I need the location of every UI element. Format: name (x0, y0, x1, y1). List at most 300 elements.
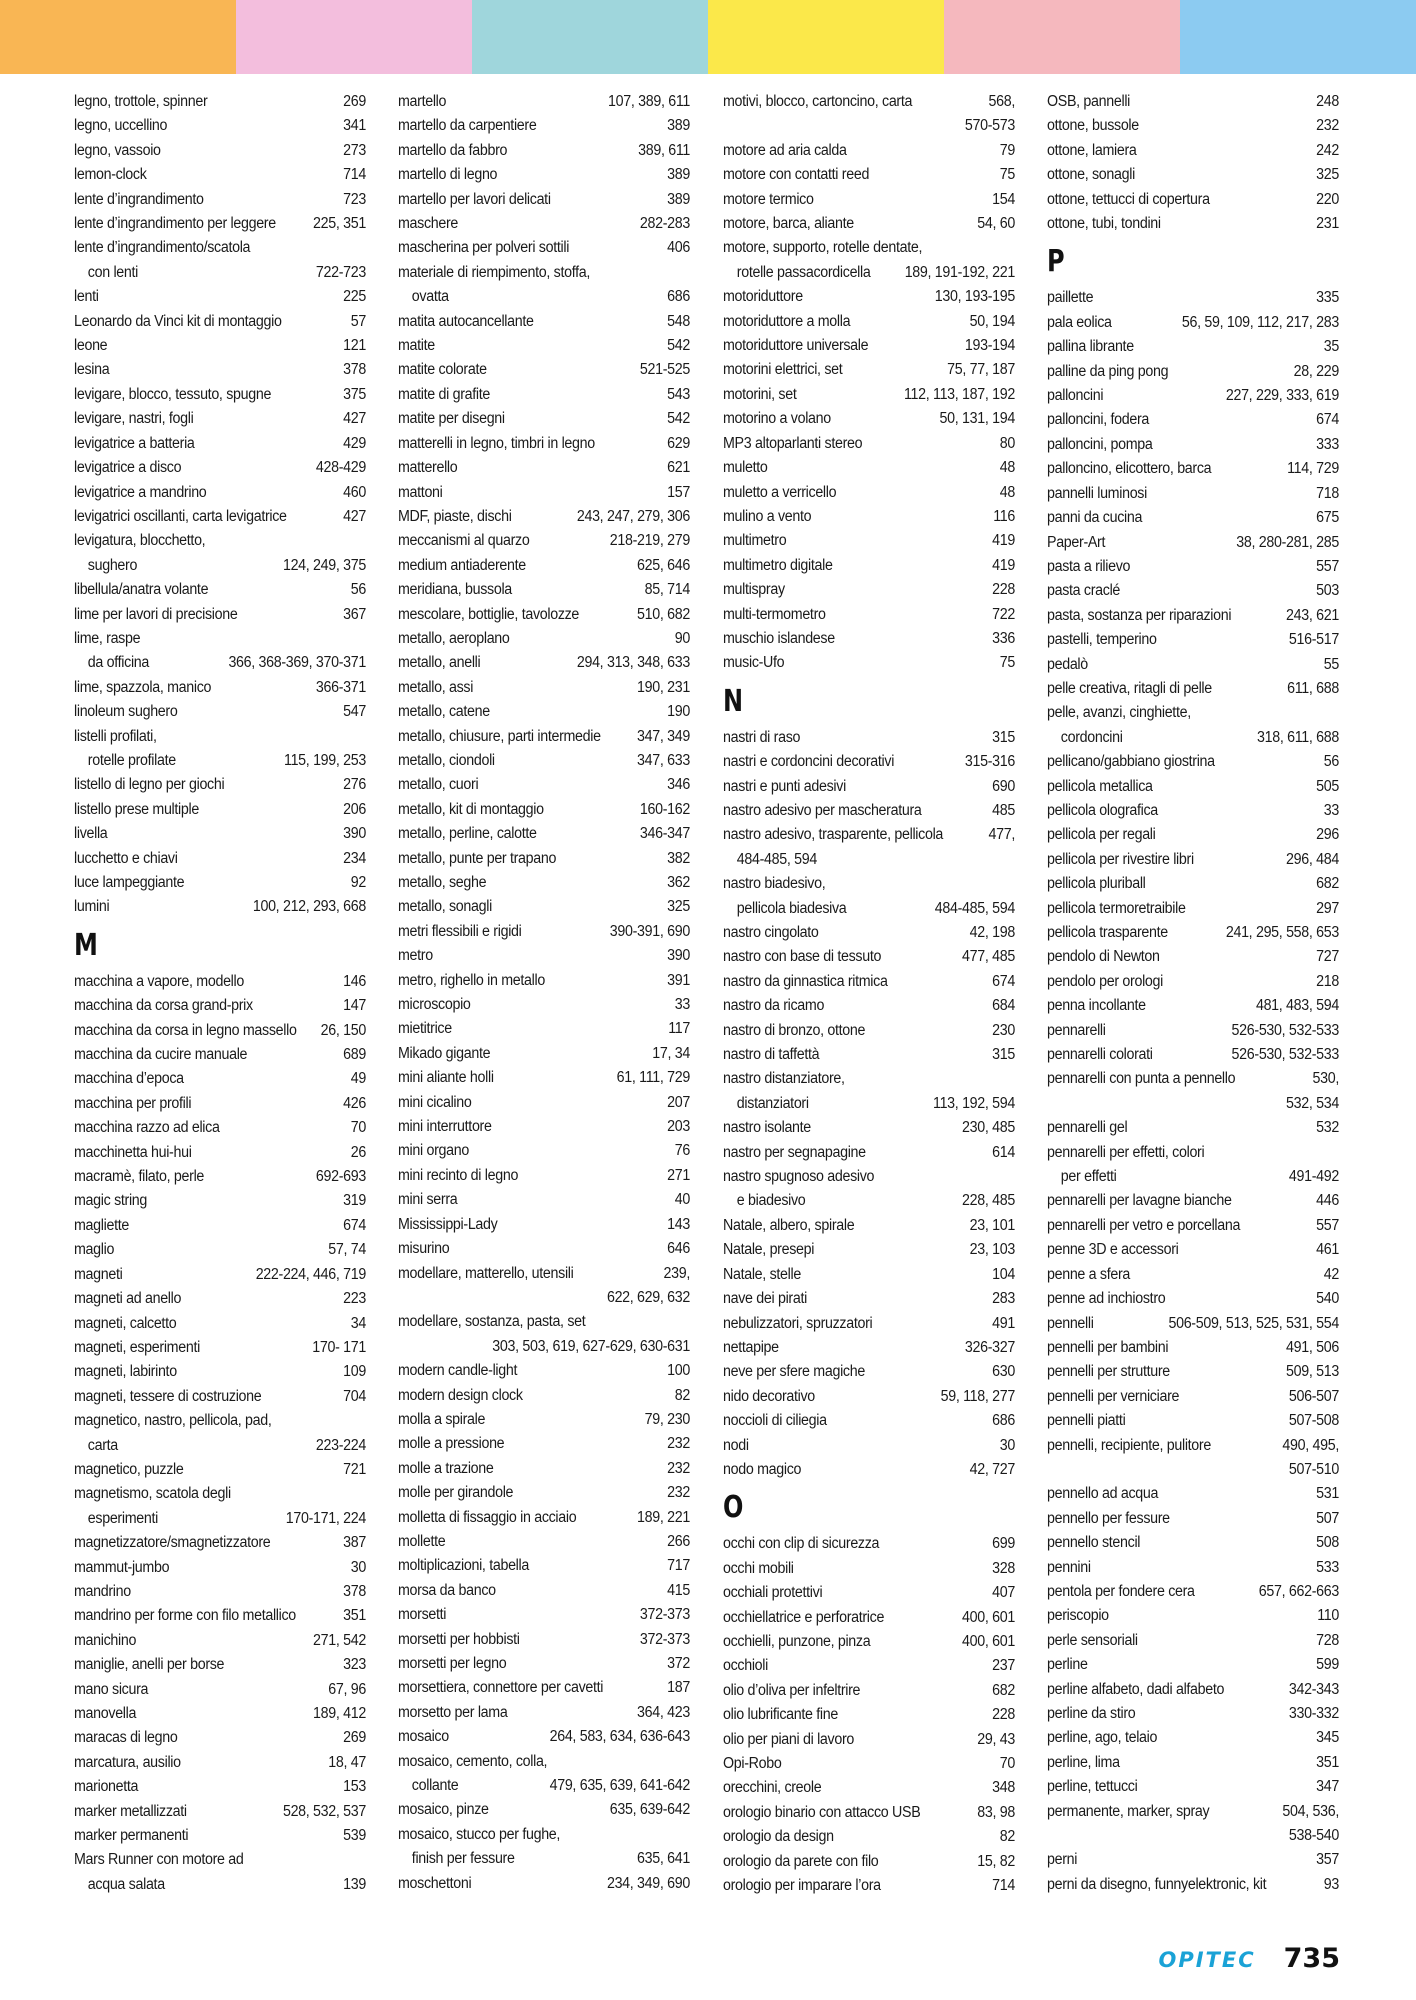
entry-term: manichino (74, 1631, 137, 1649)
entry-term: macchina razzo ad elica (74, 1119, 220, 1137)
entry-term: mosaico, pinze (398, 1801, 489, 1819)
entry-term: macchina da corsa grand-prix (74, 997, 253, 1015)
index-entry (74, 603, 366, 627)
index-entry (398, 1725, 690, 1749)
index-entry (1047, 1848, 1339, 1872)
entry-pages: 625, 646 (637, 556, 690, 574)
entry-pages: 42, 198 (969, 924, 1015, 941)
index-entry (1047, 1556, 1339, 1580)
entry-term: morsetti (398, 1606, 447, 1624)
entry-term: sughero (87, 556, 138, 574)
entry-pages: 375 (343, 385, 366, 403)
entry-term: modern design clock (398, 1386, 523, 1404)
entry-term: pellicola trasparente (1047, 924, 1168, 941)
entry-pages: 153 (343, 1778, 366, 1796)
entry-pages: 79 (999, 141, 1015, 159)
entry-pages: 426 (343, 1094, 366, 1112)
entry-pages: 366-371 (315, 678, 366, 696)
index-entry (398, 310, 690, 334)
index-entry (1047, 384, 1339, 408)
entry-term: motore con contatti reed (723, 166, 870, 184)
entry-term: penne a sfera (1047, 1265, 1131, 1283)
entry-term: permanente, marker, spray (1047, 1802, 1210, 1820)
entry-pages: 722-723 (315, 263, 366, 281)
entry-pages: 264, 583, 634, 636-643 (549, 1728, 690, 1746)
entry-term: lenti (74, 288, 99, 306)
entry-pages: 532, 534 (1286, 1094, 1339, 1112)
entry-pages: 121 (343, 337, 366, 355)
entry-pages: 315 (992, 1046, 1015, 1064)
entry-term: pellicola per rivestire libri (1047, 850, 1194, 868)
entry-term: metallo, assi (398, 678, 474, 696)
index-entry (1047, 1702, 1339, 1726)
entry-term: mosaico (398, 1728, 449, 1746)
index-entry (723, 1189, 1015, 1213)
index-entry (723, 432, 1015, 456)
index-entry (723, 1776, 1015, 1800)
index-entry (74, 773, 366, 797)
index-entry (398, 1652, 690, 1676)
entry-pages: 484-485, 594 (934, 899, 1015, 917)
entry-term: magneti, tessere di costruzione (74, 1387, 262, 1405)
entry-pages: 48 (999, 483, 1015, 501)
entry-pages: 389 (667, 166, 690, 184)
entry-term: martello di legno (398, 166, 498, 184)
index-entry (1047, 555, 1339, 579)
entry-pages: 406 (667, 239, 690, 257)
index-entry (74, 1848, 366, 1872)
index-entry (398, 1213, 690, 1237)
index-entry (74, 1214, 366, 1238)
entry-pages: 107, 389, 611 (608, 93, 690, 110)
entry-pages: 230 (992, 1021, 1015, 1039)
index-entry (723, 872, 1015, 896)
entry-pages: 675 (1316, 509, 1339, 527)
entry-term: mano sicura (74, 1680, 149, 1698)
section-letter-p: P (1047, 244, 1065, 280)
entry-term: pennelli per bambini (1047, 1338, 1169, 1356)
entry-term: orecchini, creole (723, 1779, 822, 1797)
index-entry (74, 1604, 366, 1628)
index-entry (74, 163, 366, 187)
index-entry (723, 1654, 1015, 1678)
entry-pages: 154 (992, 190, 1015, 208)
entry-term: occhioli (723, 1657, 768, 1675)
index-entry (1047, 188, 1339, 212)
entry-pages: 218-219, 279 (609, 532, 690, 550)
entry-term: matita autocancellante (398, 312, 534, 330)
index-entry (74, 1629, 366, 1653)
index-entry (74, 236, 366, 260)
index-entry (398, 798, 690, 822)
entry-term: meccanismi al quarzo (398, 532, 530, 550)
index-entry (398, 1798, 690, 1822)
entry-pages: 318, 611, 688 (1257, 728, 1339, 746)
entry-pages: 531 (1316, 1485, 1339, 1503)
entry-term: magic string (74, 1192, 148, 1210)
entry-pages: 104 (992, 1265, 1015, 1283)
index-entry (1047, 921, 1339, 945)
entry-pages: 243, 621 (1286, 606, 1339, 624)
entry-pages: 50, 131, 194 (939, 410, 1015, 428)
entry-term: occhiali protettivi (723, 1584, 823, 1602)
index-entry (74, 1336, 366, 1360)
entry-pages: 415 (667, 1581, 690, 1599)
entry-term: ottone, tubi, tondini (1047, 215, 1161, 233)
entry-pages: 540 (1316, 1290, 1339, 1308)
entry-pages: 56 (350, 581, 366, 599)
entry-term: libellula/anatra volante (74, 581, 209, 599)
index-entry (74, 1580, 366, 1604)
entry-pages: 228 (992, 1706, 1015, 1724)
entry-term: palloncini, pompa (1047, 435, 1153, 453)
index-entry (74, 1653, 366, 1677)
entry-pages: 92 (350, 874, 366, 891)
entry-pages: 507-510 (1288, 1460, 1339, 1478)
entry-pages: 611, 688 (1287, 679, 1339, 697)
entry-term: molle a pressione (398, 1435, 505, 1453)
entry-term: motoriduttore universale (723, 337, 869, 355)
entry-term: mini interruttore (398, 1118, 492, 1136)
entry-pages: 228 (992, 581, 1015, 599)
entry-term: collante (411, 1777, 459, 1795)
entry-term: magnetizzatore/smagnetizzatore (74, 1534, 271, 1552)
index-entry (398, 383, 690, 407)
entry-pages: 160-162 (639, 800, 690, 818)
entry-pages: 76 (674, 1142, 690, 1160)
entry-term: music-Ufo (723, 654, 785, 672)
entry-term: martello da carpentiere (398, 117, 537, 135)
entry-term: Natale, albero, spirale (723, 1216, 855, 1234)
index-entry (1047, 1165, 1339, 1189)
entry-term: mietitrice (398, 1020, 452, 1038)
index-entry (723, 1092, 1015, 1116)
entry-pages: 227, 229, 333, 619 (1225, 387, 1339, 405)
entry-term: ottone, sonagli (1047, 166, 1135, 184)
entry-pages: 146 (343, 972, 366, 990)
entry-term: metallo, kit di montaggio (398, 800, 544, 818)
entry-pages: 526-530, 532-533 (1231, 1046, 1339, 1064)
entry-pages: 109 (343, 1363, 366, 1381)
entry-term: misurino (398, 1240, 450, 1258)
entry-term: perline (1047, 1656, 1088, 1674)
index-entry (74, 1678, 366, 1702)
entry-pages: 232 (667, 1484, 690, 1502)
index-entry (74, 1165, 366, 1189)
entry-pages: 203 (667, 1118, 690, 1136)
entry-term: orologio da parete con filo (723, 1852, 879, 1870)
entry-term: penne ad inchiostro (1047, 1290, 1166, 1308)
index-entry (398, 481, 690, 505)
entry-term: maracas di legno (74, 1729, 178, 1747)
color-block-yellow (708, 0, 944, 74)
entry-term: pasta, sostanza per riparazioni (1047, 606, 1232, 624)
index-entry (398, 847, 690, 871)
entry-term: levigatrice a batteria (74, 434, 195, 452)
entry-pages: 538-540 (1288, 1827, 1339, 1845)
index-entry (723, 1409, 1015, 1433)
index-entry (1047, 408, 1339, 432)
entry-pages: 67, 96 (328, 1680, 366, 1698)
entry-term: moltiplicazioni, tabella (398, 1557, 529, 1575)
entry-pages: 419 (992, 556, 1015, 574)
entry-pages: 491 (992, 1314, 1015, 1332)
index-entry (74, 188, 366, 212)
entry-term: penna incollante (1047, 997, 1146, 1015)
index-entry (398, 1017, 690, 1041)
entry-term: mandrino (74, 1582, 131, 1600)
index-entry (723, 90, 1015, 114)
index-entry (1047, 1653, 1339, 1677)
index-entry (74, 578, 366, 602)
entry-term: carta (87, 1436, 118, 1454)
entry-pages: 207 (667, 1093, 690, 1111)
entry-pages: 362 (667, 874, 690, 891)
index-entry (398, 725, 690, 749)
index-entry (1047, 994, 1339, 1018)
entry-term: matite (398, 337, 435, 355)
index-entry (398, 1408, 690, 1432)
entry-term: OSB, pannelli (1047, 93, 1131, 110)
entry-pages: 323 (343, 1656, 366, 1674)
entry-pages: 248 (1316, 93, 1339, 110)
entry-term: Mikado gigante (398, 1044, 491, 1062)
index-entry (398, 1359, 690, 1383)
entry-pages: 723 (343, 190, 366, 208)
entry-term: magneti, esperimenti (74, 1338, 200, 1356)
entry-pages: 614 (992, 1143, 1015, 1161)
entry-pages: 372 (667, 1655, 690, 1672)
entry-term: metallo, aeroplano (398, 629, 510, 647)
entry-term: magneti, calcetto (74, 1314, 177, 1332)
entry-term: perline da stiro (1047, 1705, 1136, 1722)
index-entry (74, 358, 366, 382)
entry-term: mollette (398, 1532, 446, 1550)
entry-pages: 231 (1316, 215, 1339, 233)
index-entry (1047, 506, 1339, 530)
entry-pages: 269 (343, 93, 366, 110)
entry-term: distanziatori (736, 1094, 809, 1112)
index-entry (398, 1506, 690, 1530)
entry-term: metallo, seghe (398, 874, 487, 891)
entry-pages: 674 (343, 1216, 366, 1234)
entry-term: pedalò (1047, 655, 1088, 673)
entry-term: perline, tettucci (1047, 1778, 1138, 1796)
index-entry (74, 212, 366, 236)
index-entry (398, 407, 690, 431)
entry-pages: 429 (343, 434, 366, 452)
entry-term: molletta di fissaggio in acciaio (398, 1508, 577, 1526)
entry-pages: 526-530, 532-533 (1231, 1021, 1339, 1039)
entry-term: Mars Runner con motore ad (74, 1851, 244, 1869)
entry-pages: 57, 74 (328, 1241, 366, 1259)
index-entry (74, 1092, 366, 1116)
index-entry (723, 750, 1015, 774)
entry-pages: 391 (667, 971, 690, 989)
entry-pages: 17, 34 (652, 1044, 690, 1062)
entry-term: metallo, ciondoli (398, 751, 495, 769)
index-entry (723, 383, 1015, 407)
entry-pages: 223-224 (315, 1436, 366, 1454)
entry-pages: 351 (343, 1607, 366, 1625)
entry-term: metallo, catene (398, 703, 490, 721)
entry-term: levigatrice a mandrino (74, 483, 207, 501)
index-entry (1047, 457, 1339, 481)
index-entry (74, 1360, 366, 1384)
entry-term: mini cicalino (398, 1093, 472, 1111)
entry-term: pellicola pluriball (1047, 875, 1146, 893)
entry-pages: 223 (343, 1290, 366, 1308)
entry-term: multi-termometro (723, 605, 826, 623)
entry-pages: 345 (1316, 1729, 1339, 1747)
entry-pages: 622, 629, 632 (606, 1288, 690, 1306)
entry-term: pelle, avanzi, cinghiette, (1047, 704, 1191, 722)
index-entry (1047, 750, 1339, 774)
entry-term: molle per girandole (398, 1484, 514, 1502)
index-entry (723, 1557, 1015, 1581)
entry-term: perline, lima (1047, 1753, 1120, 1771)
index-entry (723, 1263, 1015, 1287)
entry-term: nastro adesivo, trasparente, pellicola (723, 826, 944, 844)
entry-pages: 428-429 (315, 459, 366, 477)
index-entry (723, 188, 1015, 212)
entry-pages: 382 (667, 849, 690, 867)
entry-term: acqua salata (87, 1875, 165, 1893)
entry-term: pendolo per orologi (1047, 972, 1163, 990)
index-entry (723, 1606, 1015, 1630)
entry-term: nastro da ricamo (723, 997, 825, 1015)
entry-term: mammut-jumbo (74, 1558, 170, 1576)
entry-pages: 61, 111, 729 (616, 1069, 690, 1087)
entry-term: legno, vassoio (74, 141, 161, 159)
entry-pages: 509, 513 (1286, 1363, 1339, 1381)
color-block-blue (1180, 0, 1416, 74)
index-entry (1047, 1507, 1339, 1531)
entry-term: metallo, sonagli (398, 898, 492, 916)
entry-term: magnetico, nastro, pellicola, pad, (74, 1412, 272, 1430)
index-entry (723, 139, 1015, 163)
entry-term: pennelli (1047, 1314, 1094, 1332)
index-entry (398, 236, 690, 260)
entry-pages: 390-391, 690 (609, 922, 690, 940)
index-entry (74, 798, 366, 822)
index-entry (74, 1067, 366, 1091)
entry-pages: 55 (1323, 655, 1339, 673)
entry-term: Mississippi-Lady (398, 1215, 498, 1233)
entry-pages: 686 (992, 1412, 1015, 1430)
entry-term: pannelli luminosi (1047, 484, 1147, 502)
index-entry (1047, 212, 1339, 236)
entry-term: pennelli piatti (1047, 1412, 1126, 1430)
entry-term: orologio binario con attacco USB (723, 1803, 921, 1821)
entry-term: mescolare, bottiglie, tavolozze (398, 605, 580, 623)
entry-term: nastri e cordoncini decorativi (723, 753, 895, 771)
index-entry (74, 334, 366, 358)
entry-pages: 70 (350, 1119, 366, 1137)
index-entry (398, 627, 690, 651)
index-entry (398, 1554, 690, 1578)
entry-pages: 461 (1316, 1241, 1339, 1259)
entry-pages: 230, 485 (962, 1119, 1015, 1137)
entry-term: ottone, lamiera (1047, 141, 1137, 159)
index-entry (74, 871, 366, 895)
entry-term: levigare, blocco, tessuto, spugne (74, 385, 272, 403)
entry-pages: 124, 249, 375 (282, 556, 366, 574)
entry-term: luce lampeggiante (74, 874, 185, 891)
entry-pages: 718 (1316, 484, 1339, 502)
index-entry (74, 1726, 366, 1750)
entry-term: nastri e punti adesivi (723, 777, 846, 795)
index-entry (1047, 163, 1339, 187)
index-entry (398, 1481, 690, 1505)
entry-pages: 189, 191-192, 221 (904, 263, 1015, 281)
entry-pages: 503 (1316, 582, 1339, 600)
index-entry (723, 1043, 1015, 1067)
entry-term: levigatura, blocchetto, (74, 532, 206, 550)
index-entry (398, 1603, 690, 1627)
entry-pages: 491-492 (1288, 1168, 1339, 1186)
entry-term: modellare, sostanza, pasta, set (398, 1313, 586, 1331)
index-entry (398, 1676, 690, 1700)
entry-term: motore, supporto, rotelle dentate, (723, 239, 923, 257)
entry-term: nastro adesivo per mascheratura (723, 801, 922, 819)
entry-pages: 507 (1316, 1509, 1339, 1527)
index-entry (723, 1532, 1015, 1556)
entry-pages: 479, 635, 639, 641-642 (549, 1777, 690, 1795)
entry-pages: 727 (1316, 948, 1339, 966)
index-entry (1047, 701, 1339, 725)
index-entry (1047, 1726, 1339, 1750)
entry-pages: 30 (350, 1558, 366, 1576)
entry-pages: 629 (667, 434, 690, 452)
entry-term: orologio da design (723, 1828, 834, 1846)
entry-term: nebulizzatori, spruzzatori (723, 1314, 873, 1332)
entry-term: lucchetto e chiavi (74, 849, 178, 867)
entry-term: panni da cucina (1047, 509, 1143, 527)
index-entry (1047, 897, 1339, 921)
entry-term: cordoncini (1060, 728, 1123, 746)
entry-pages: 193-194 (964, 337, 1015, 355)
index-entry (1047, 604, 1339, 628)
index-entry (74, 1116, 366, 1140)
index-entry (723, 970, 1015, 994)
entry-term: pennello per fessure (1047, 1509, 1170, 1527)
index-entry (1047, 1263, 1339, 1287)
entry-term: legno, trottole, spinner (74, 93, 208, 110)
section-letter-m: M (74, 927, 98, 963)
entry-term: perle sensoriali (1047, 1631, 1138, 1649)
index-entry (1047, 1434, 1339, 1458)
index-entry (74, 1556, 366, 1580)
index-entry (1047, 1238, 1339, 1262)
entry-pages: 241, 295, 558, 653 (1225, 924, 1339, 941)
entry-term: macchina per profili (74, 1094, 192, 1112)
index-entry (398, 1115, 690, 1139)
entry-pages: 303, 503, 619, 627-629, 630-631 (492, 1337, 690, 1355)
entry-term: occhi mobili (723, 1559, 794, 1577)
entry-pages: 48 (999, 459, 1015, 477)
entry-pages: 557 (1316, 557, 1339, 575)
index-entry (398, 139, 690, 163)
index-entry (723, 1287, 1015, 1311)
entry-term: perni da disegno, funnyelektronic, kit (1047, 1875, 1267, 1893)
index-entry (398, 993, 690, 1017)
entry-term: levigare, nastri, fogli (74, 410, 194, 428)
index-entry (398, 1823, 690, 1847)
entry-term: levigatrice a disco (74, 459, 182, 477)
entry-term: palloncino, elicottero, barca (1047, 460, 1212, 478)
index-entry (1047, 1800, 1339, 1824)
